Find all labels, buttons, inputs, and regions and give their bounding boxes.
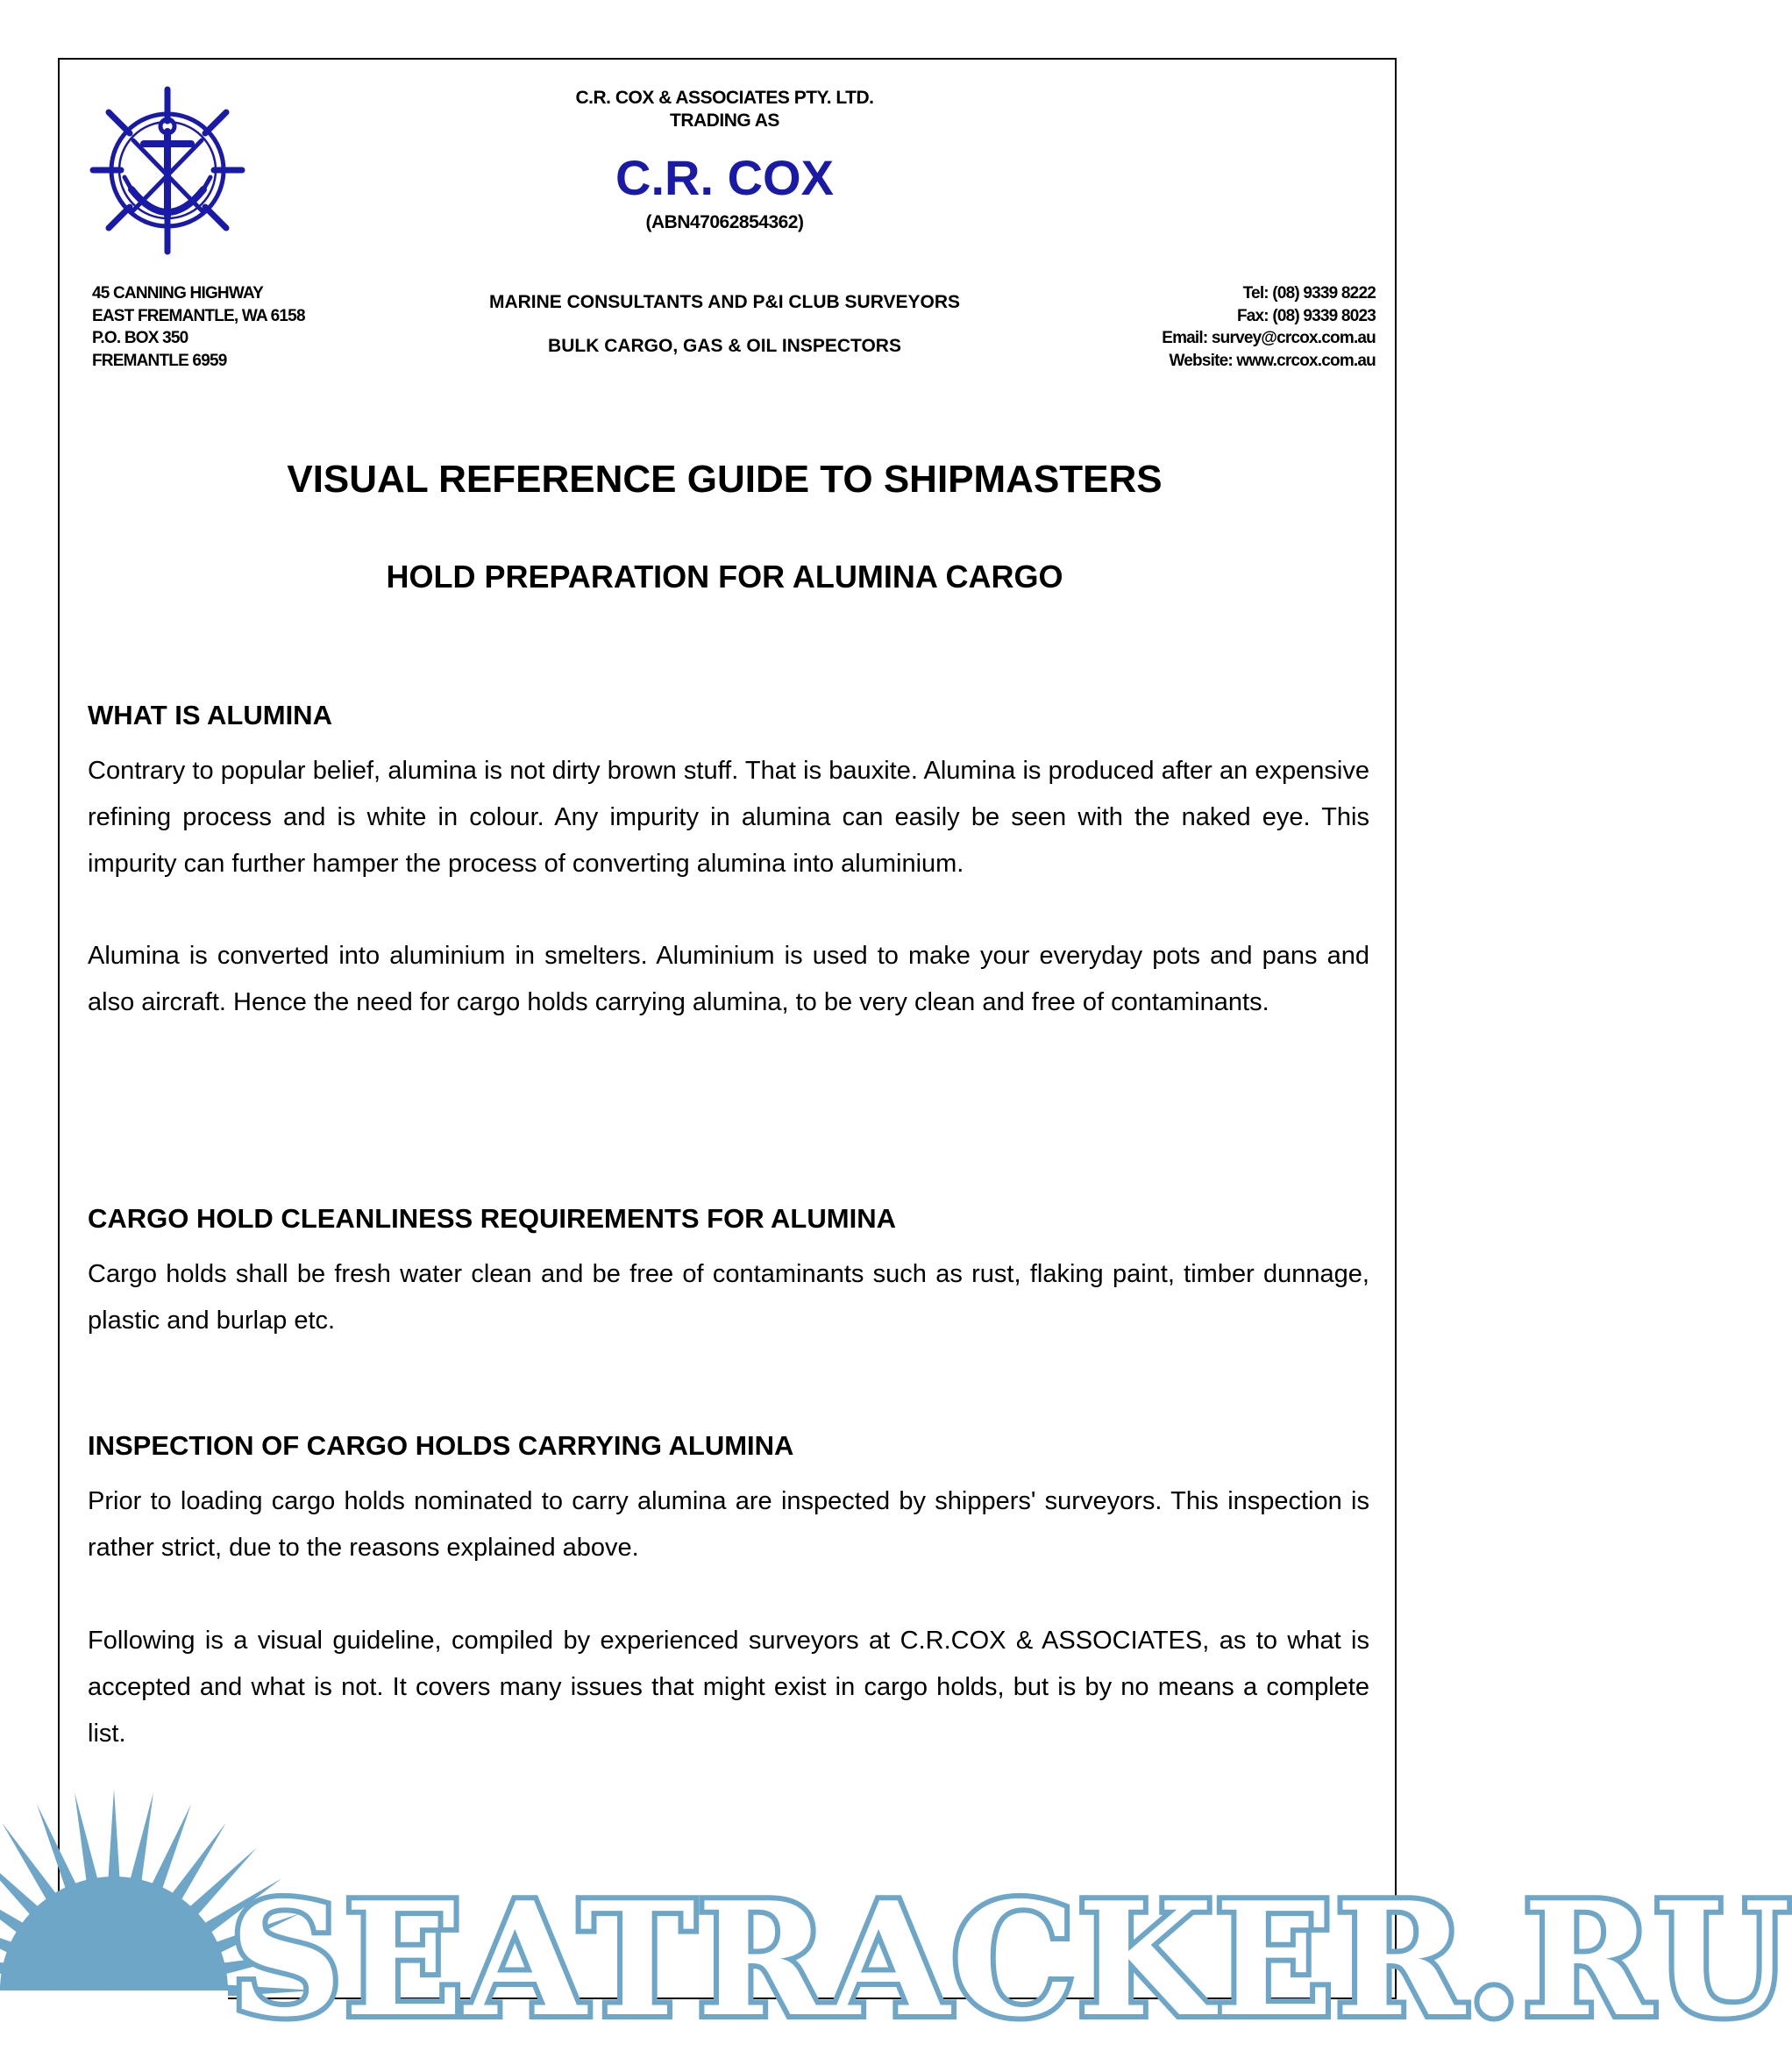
trading-as: TRADING AS [670,110,779,131]
brand-name: C.R. COX [615,150,834,205]
contact-tel: Tel: (08) 9339 8222 [1242,284,1376,303]
address-line: FREMANTLE 6959 [92,351,227,370]
contact-email: Email: survey@crcox.com.au [1162,329,1376,347]
section-paragraph: Following is a visual guideline, compiled by experienced surveyors at C.R.COX & ASSOCIATES, as to what is accepted and what is not. It covers many issues that might exist in cargo holds, but is by no means a complete list. [88,1627,1369,1748]
address-line: P.O. BOX 350 [92,329,188,347]
watermark-text: SEATRACKER.RU [230,1868,1792,2051]
section-heading: WHAT IS ALUMINA [88,700,332,730]
company-name: C.R. COX & ASSOCIATES PTY. LTD. [575,88,874,108]
address-line: 45 CANNING HIGHWAY [92,284,263,303]
section-paragraph: Prior to loading cargo holds nominated to carry alumina are inspected by shippers' surveyors. This inspection is rather strict, due to the reasons explained above. [88,1487,1369,1562]
section-heading: CARGO HOLD CLEANLINESS REQUIREMENTS FOR ALUMINA [88,1203,896,1234]
address-line: EAST FREMANTLE, WA 6158 [92,306,305,325]
section-heading: INSPECTION OF CARGO HOLDS CARRYING ALUMINA [88,1430,794,1461]
contact-website: Website: www.crcox.com.au [1169,351,1376,370]
contact-fax: Fax: (08) 9339 8023 [1236,306,1376,325]
sun-ray [2,1823,66,1914]
services-line: MARINE CONSULTANTS AND P&I CLUB SURVEYORS [488,292,961,312]
services-line: BULK CARGO, GAS & OIL INSPECTORS [548,336,901,356]
document-subtitle: HOLD PREPARATION FOR ALUMINA CARGO [386,559,1063,595]
contact-details [1162,282,1376,372]
section-paragraph: Cargo holds shall be fresh water clean and be free of contaminants such as rust, flaking paint, timber dunnage, plastic and burlap etc. [88,1260,1369,1335]
section-paragraph: Alumina is converted into aluminium in smelters. Aluminium is used to make your everyday pots and pans and also aircraft. Hence the need for cargo holds carrying alumina, to be very clean and free of contaminants. [88,942,1369,1016]
abn-number: (ABN47062854362) [645,212,804,232]
section-paragraph: Contrary to popular belief, alumina is not dirty brown stuff. That is bauxite. Alumina is produced after an expensive refining process and is white in colour. Any impurity in alumina can easily be seen with the naked eye. This impurity can further hamper the process of converting alumina into aluminium. [88,757,1369,878]
document-title: VISUAL REFERENCE GUIDE TO SHIPMASTERS [287,458,1163,501]
